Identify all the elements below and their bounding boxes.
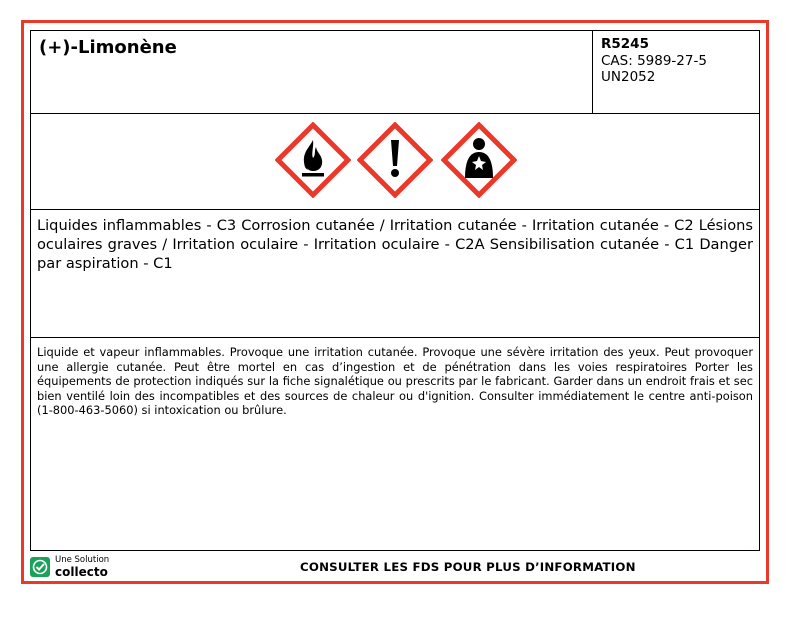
label-inner-frame [30, 30, 760, 551]
header-row [31, 31, 759, 114]
logo-tagline: Une Solution [55, 555, 110, 565]
statements-row [31, 338, 759, 550]
flame-icon [275, 122, 351, 198]
collecto-logo [30, 554, 130, 582]
identifier-box [592, 31, 760, 113]
health-hazard-icon [441, 122, 517, 198]
checkmark-logo-icon [30, 557, 50, 577]
logo-brand: collecto [55, 565, 108, 579]
exclamation-icon [357, 122, 433, 198]
pictogram-row [31, 114, 759, 210]
un-number: UN2052 [601, 69, 656, 85]
cas-number: CAS: 5989-27-5 [601, 53, 707, 69]
hazard-classes-text: Liquides inflammables - C3 Corrosion cutanée / Irritation cutanée - Irritation cutanée - C2 Lésions oculaires graves / Irritation oculaire - Irritation oculaire - C2A Sensibilisation cutanée - C1 Danger par aspiration - C1 [37, 217, 753, 272]
consult-sds-note: CONSULTER LES FDS POUR PLUS D’INFORMATION [300, 560, 636, 574]
product-name: (+)-Limonène [39, 37, 177, 58]
hazard-statements-text: Liquide et vapeur inflammables. Provoque une irritation cutanée. Provoque une sévère irritation des yeux. Peut provoquer une allergie cutanée. Peut être mortel en cas d’ingestion et de pénétration dans les voies respiratoires Porter les équipements de protection indiqués sur la fiche signalétique ou prescrits par le fabricant. Garder dans un endroit frais et sec bien ventilé loin des incompatibles et des sources de chaleur ou d'ignition. Consulter immédiatement le centre anti-poison (1-800-463-5060) si intoxication ou brûlure. [37, 345, 753, 418]
product-code: R5245 [601, 36, 649, 52]
hazard-classes-row [31, 210, 759, 338]
